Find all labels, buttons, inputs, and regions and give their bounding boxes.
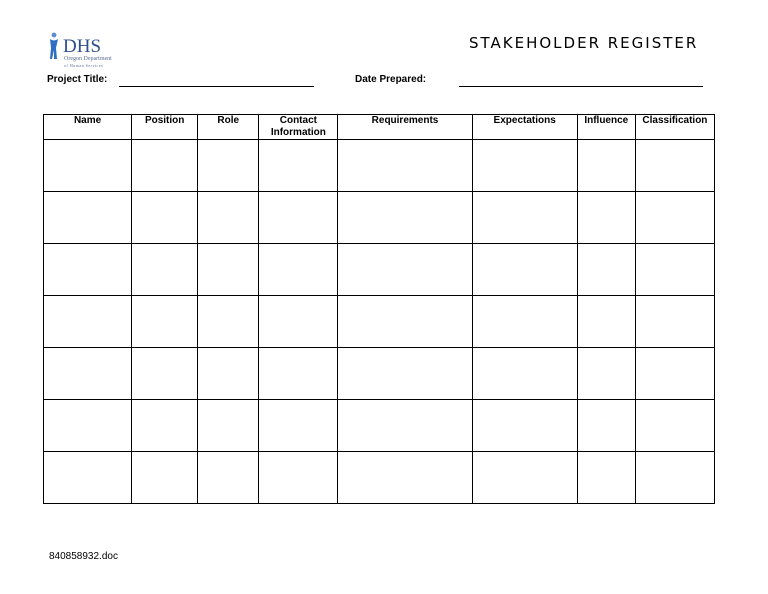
table-cell[interactable] [635,192,714,244]
table-cell[interactable] [338,192,472,244]
table-cell[interactable] [577,192,635,244]
table-row [44,296,715,348]
column-header-position: Position [132,115,198,140]
table-cell[interactable] [472,244,577,296]
table-cell[interactable] [635,452,714,504]
table-cell[interactable] [259,400,338,452]
table-cell[interactable] [132,244,198,296]
table-cell[interactable] [44,296,132,348]
dhs-logo [48,30,128,70]
table-cell[interactable] [132,452,198,504]
table-cell[interactable] [259,348,338,400]
table-cell[interactable] [259,244,338,296]
table-cell[interactable] [577,244,635,296]
table-cell[interactable] [259,452,338,504]
project-title-label: Project Title: [47,74,108,85]
stakeholder-table [43,114,715,504]
table-cell[interactable] [44,140,132,192]
table-cell[interactable] [577,400,635,452]
table-row [44,452,715,504]
table-cell[interactable] [635,244,714,296]
column-header-role: Role [198,115,259,140]
column-header-requirements: Requirements [338,115,472,140]
table-cell[interactable] [132,192,198,244]
table-cell[interactable] [132,140,198,192]
table-cell[interactable] [132,400,198,452]
column-header-contact-information: Contact Information [259,115,338,140]
table-cell[interactable] [472,452,577,504]
table-row [44,244,715,296]
table-cell[interactable] [259,140,338,192]
table-cell[interactable] [577,296,635,348]
table-row [44,348,715,400]
table-cell[interactable] [472,192,577,244]
table-cell[interactable] [198,192,259,244]
table-cell[interactable] [44,400,132,452]
table-row [44,140,715,192]
table-cell[interactable] [44,452,132,504]
table-row [44,400,715,452]
table-cell[interactable] [198,140,259,192]
table-cell[interactable] [338,244,472,296]
column-header-classification: Classification [635,115,714,140]
table-cell[interactable] [472,400,577,452]
table-cell[interactable] [132,296,198,348]
table-cell[interactable] [338,140,472,192]
table-cell[interactable] [472,296,577,348]
table-cell[interactable] [577,452,635,504]
table-cell[interactable] [198,348,259,400]
table-cell[interactable] [198,400,259,452]
table-cell[interactable] [198,296,259,348]
table-cell[interactable] [259,192,338,244]
table-cell[interactable] [259,296,338,348]
table-cell[interactable] [635,348,714,400]
table-cell[interactable] [338,452,472,504]
table-cell[interactable] [44,244,132,296]
logo-wordmark: DHS [63,36,102,57]
column-header-influence: Influence [577,115,635,140]
document-title: STAKEHOLDER REGISTER [469,34,699,52]
project-title-field[interactable] [119,86,314,87]
table-body [44,140,715,504]
table-header-row [44,115,715,140]
footer-filename: 840858932.doc [49,551,118,562]
table-cell[interactable] [338,296,472,348]
table-cell[interactable] [44,192,132,244]
table-cell[interactable] [198,244,259,296]
table-cell[interactable] [44,348,132,400]
table-cell[interactable] [635,400,714,452]
table-cell[interactable] [198,452,259,504]
table-cell[interactable] [635,140,714,192]
date-prepared-label: Date Prepared: [355,74,427,85]
column-header-name: Name [44,115,132,140]
table-cell[interactable] [338,348,472,400]
table-cell[interactable] [132,348,198,400]
column-header-expectations: Expectations [472,115,577,140]
table-cell[interactable] [577,140,635,192]
table-cell[interactable] [472,348,577,400]
table-cell[interactable] [472,140,577,192]
logo-subtitle-line2: of Human Services [64,63,104,68]
date-prepared-field[interactable] [459,86,703,87]
table-cell[interactable] [577,348,635,400]
logo-subtitle-line1: Oregon Department [64,56,112,62]
table-row [44,192,715,244]
table-cell[interactable] [635,296,714,348]
table-cell[interactable] [338,400,472,452]
